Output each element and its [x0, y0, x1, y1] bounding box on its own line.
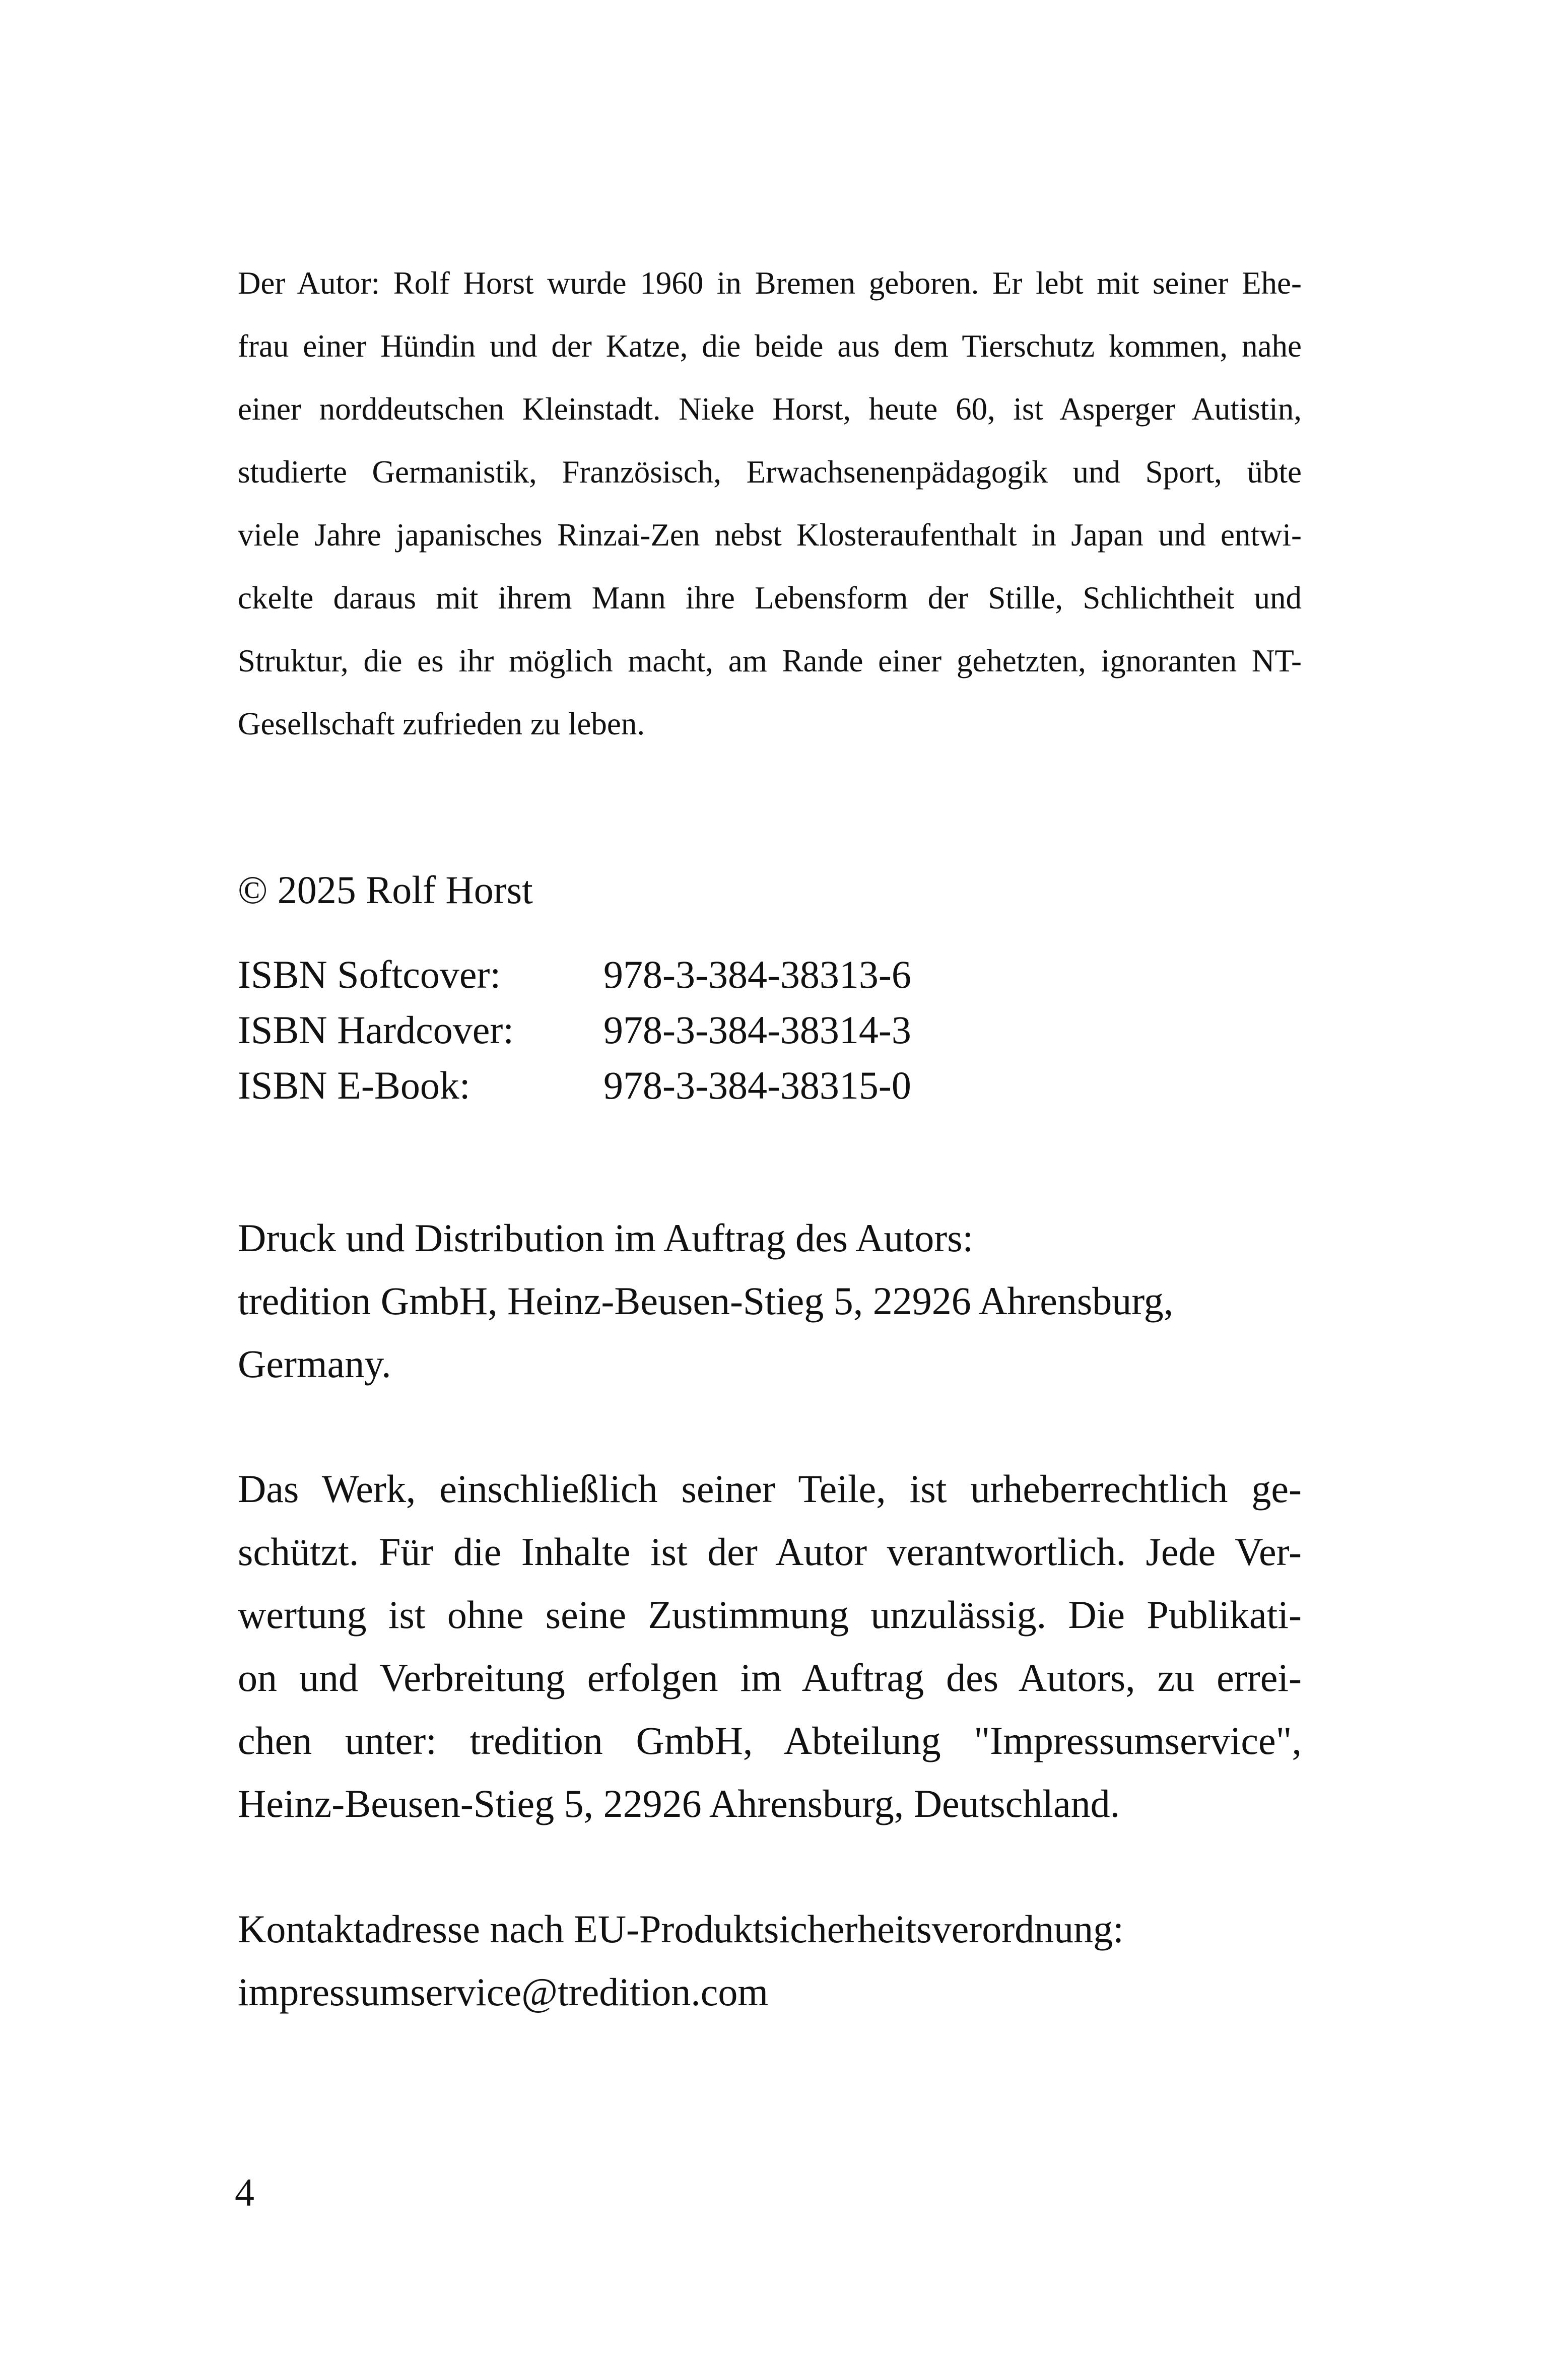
legal-line: Heinz-Beusen-Stieg 5, 22926 Ahrensburg, Deutschland.	[238, 1782, 1120, 1825]
bio-line: viele Jahre japanisches Rinzai-Zen nebst Klosteraufenthalt in Japan und entwi-	[238, 517, 1302, 553]
isbn-label: ISBN Softcover:	[238, 953, 501, 996]
isbn-label: ISBN Hardcover:	[238, 1008, 514, 1052]
isbn-list	[238, 947, 1302, 1113]
legal-line: Das Werk, einschließlich seiner Teile, ist urheberrechtlich ge-	[238, 1467, 1302, 1511]
legal-notice	[238, 1457, 1302, 1835]
contact-email: impressumservice@tredition.com	[238, 1970, 769, 2014]
legal-line: chen unter: tredition GmbH, Abteilung "Impressumservice",	[238, 1719, 1302, 1762]
isbn-value: 978-3-384-38313-6	[603, 953, 911, 996]
legal-line: schützt. Für die Inhalte ist der Autor verantwortlich. Jede Ver-	[238, 1530, 1302, 1574]
bio-line: Der Autor: Rolf Horst wurde 1960 in Bremen geboren. Er lebt mit seiner Ehe-	[238, 265, 1302, 301]
print-line: Druck und Distribution im Auftrag des Autors:	[238, 1216, 974, 1260]
bio-line: frau einer Hündin und der Katze, die beide aus dem Tierschutz kommen, nahe	[238, 328, 1302, 364]
isbn-row-ebook	[238, 1058, 1302, 1113]
contact-line: Kontaktadresse nach EU-Produktsicherheitsverordnung:	[238, 1907, 1124, 1951]
author-bio	[238, 252, 1302, 756]
bio-line: ckelte daraus mit ihrem Mann ihre Lebensform der Stille, Schlichtheit und	[238, 580, 1302, 616]
bio-line: Struktur, die es ihr möglich macht, am Rande einer gehetzten, ignoranten NT-	[238, 643, 1302, 678]
legal-line: wertung ist ohne seine Zustimmung unzulässig. Die Publikati-	[238, 1593, 1302, 1637]
bio-line: studierte Germanistik, Französisch, Erwachsenenpädagogik und Sport, übte	[238, 454, 1302, 490]
legal-line: on und Verbreitung erfolgen im Auftrag des Autors, zu errei-	[238, 1656, 1302, 1699]
page-number: 4	[235, 2170, 254, 2214]
isbn-value: 978-3-384-38314-3	[603, 1008, 911, 1052]
contact-info	[238, 1897, 1302, 2023]
copyright-notice: © 2025 Rolf Horst	[238, 868, 533, 912]
print-line: tredition GmbH, Heinz-Beusen-Stieg 5, 22926 Ahrensburg,	[238, 1279, 1174, 1323]
isbn-row-hardcover	[238, 1002, 1302, 1058]
bio-line: Gesellschaft zufrieden zu leben.	[238, 706, 645, 741]
print-line: Germany.	[238, 1342, 391, 1386]
isbn-value: 978-3-384-38315-0	[603, 1063, 911, 1107]
isbn-label: ISBN E-Book:	[238, 1063, 470, 1107]
isbn-row-softcover	[238, 947, 1302, 1002]
bio-line: einer norddeutschen Kleinstadt. Nieke Horst, heute 60, ist Asperger Autistin,	[238, 391, 1302, 427]
print-distribution-info	[238, 1206, 1302, 1395]
